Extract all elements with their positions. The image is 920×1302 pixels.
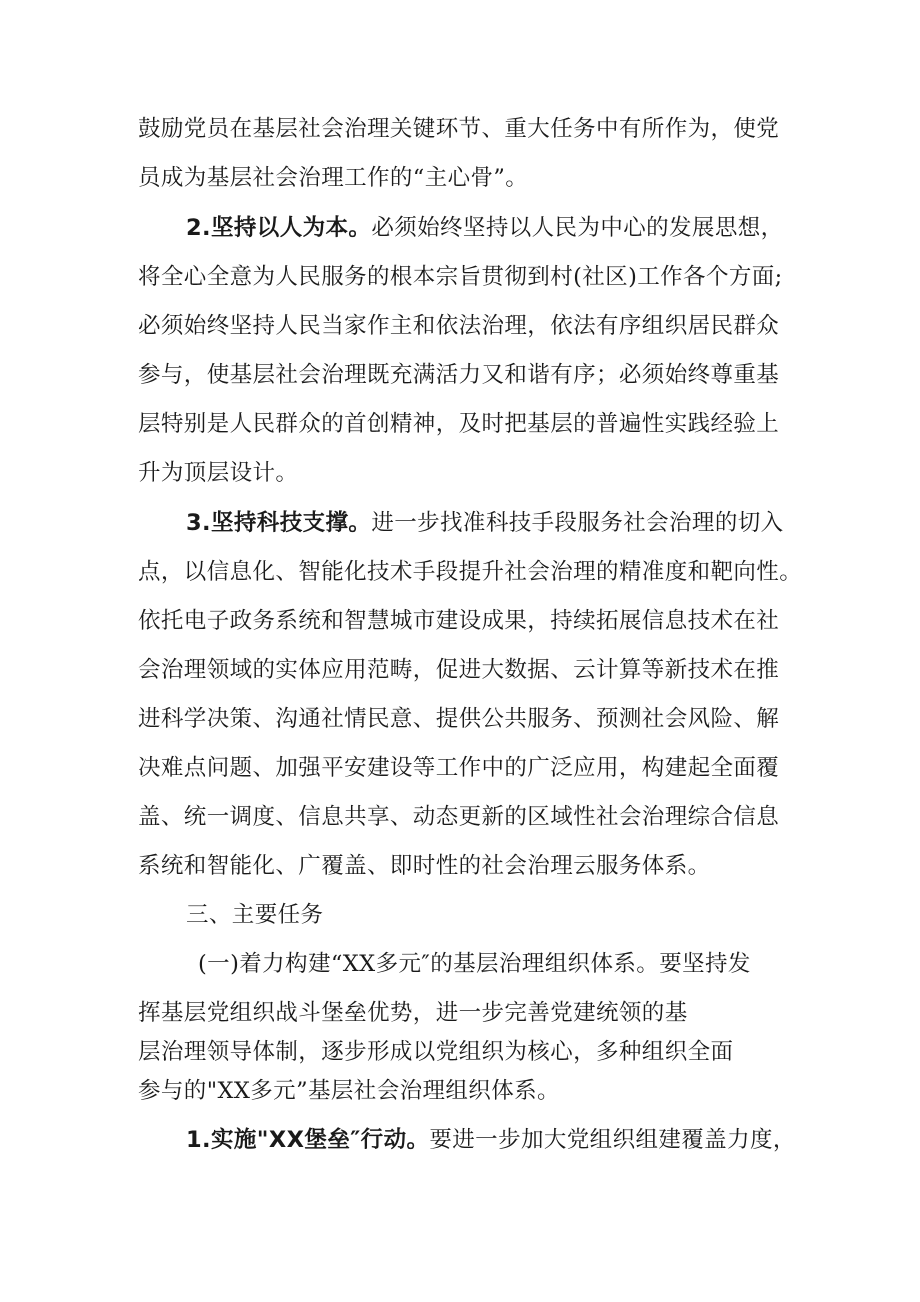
text-line: (一)着力构建“XX多元″的基层治理组织体系。要坚持发	[198, 951, 751, 977]
text-line: 点，以信息化、智能化技术手段提升社会治理的精准度和靶向性。	[138, 559, 803, 585]
text-line: 必须始终坚持人民当家作主和依法治理，依法有序组织居民群众	[138, 313, 780, 339]
text-line: 决难点问题、加强平安建设等工作中的广泛应用，构建起全面覆	[138, 755, 780, 781]
text-span: 必须始终坚持以人民为中心的发展思想，	[371, 215, 784, 241]
text-line: 系统和智能化、广覆盖、即时性的社会治理云服务体系。	[138, 853, 711, 879]
paragraph-first-line	[186, 1125, 796, 1155]
text-line: 层特别是人民群众的首创精神，及时把基层的普遍性实践经验上	[138, 411, 780, 437]
paragraph-lead: 2.坚持以人为本。	[186, 215, 372, 241]
paragraph-first-line	[186, 508, 784, 538]
text-line: 依托电子政务系统和智慧城市建设成果，持续拓展信息技术在社	[138, 608, 780, 634]
paragraph-lead: 3.坚持科技支撑。	[186, 510, 372, 536]
text-line: 盖、统一调度、信息共享、动态更新的区域性社会治理综合信息	[138, 804, 780, 830]
text-line: 参与，使基层社会治理既充满活力又和谐有序；必须始终尊重基	[138, 362, 780, 388]
text-line: 会治理领域的实体应用范畴，促进大数据、云计算等新技术在推	[138, 657, 780, 683]
text-line: 层治理领导体制，逐步形成以党组织为核心，多种组织全面	[138, 1039, 734, 1065]
text-span: 进一步找准科技手段服务社会治理的切入	[371, 510, 784, 536]
text-span: 要进一步加大党组织组建覆盖力度，	[429, 1127, 796, 1153]
text-line: 挥基层党组织战斗堡垒优势，进一步完善党建统领的基	[138, 1000, 688, 1026]
text-line: 升为顶层设计。	[138, 460, 299, 486]
text-line: 鼓励党员在基层社会治理关键环节、重大任务中有所作为，使党	[138, 116, 780, 142]
text-line: 参与的"XX多元”基层社会治理组织体系。	[138, 1078, 560, 1104]
text-line: 员成为基层社会治理工作的“主心骨”。	[138, 165, 529, 191]
text-line: 进科学决策、沟通社情民意、提供公共服务、预测社会风险、解	[138, 706, 780, 732]
section-heading: 三、主要任务	[186, 902, 324, 928]
paragraph-first-line	[186, 213, 784, 243]
paragraph-lead: 1.实施"XX堡垒″行动。	[186, 1127, 430, 1153]
text-line: 将全心全意为人民服务的根本宗旨贯彻到村(社区)工作各个方面;	[138, 264, 783, 290]
